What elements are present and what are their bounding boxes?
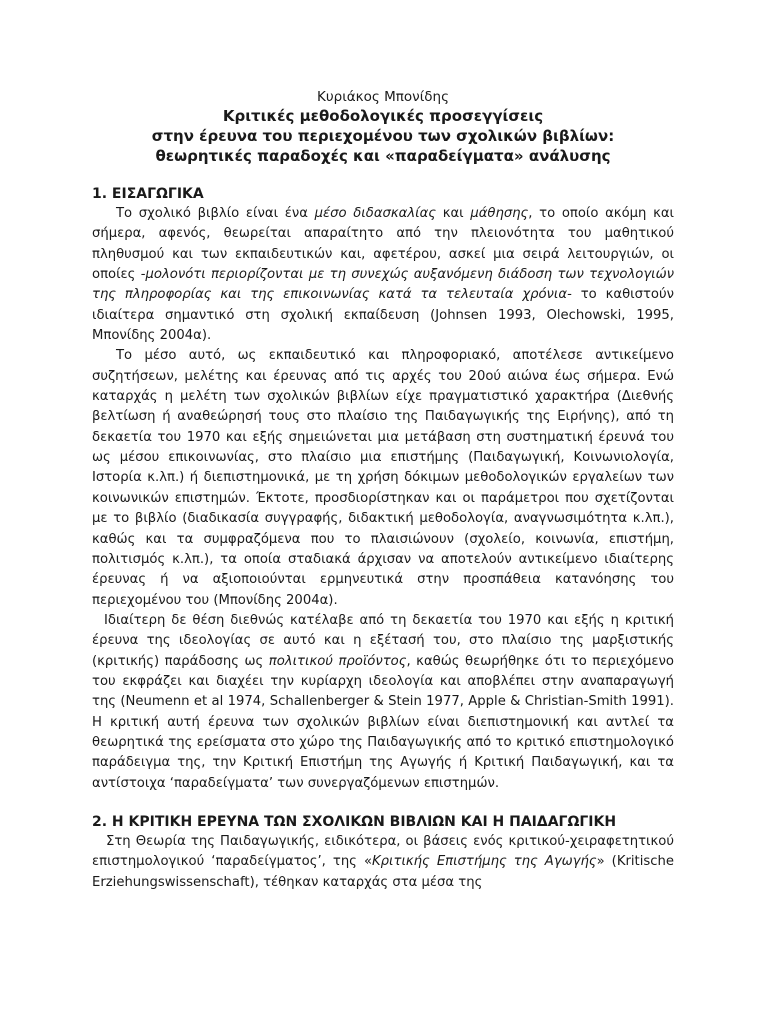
text-run: Το σχολικό βιβλίο είναι ένα [116,206,315,221]
section-1-heading: 1. ΕΙΣΑΓΩΓΙΚΑ [92,186,204,202]
text-run: » (Kritische Erziehungswissenschaft), τέθηκαν καταρχάς στα μέσα της [92,854,674,890]
title-line-2: στην έρευνα του περιεχομένου των σχολικών βιβλίων: [151,127,615,145]
text-run: - το καθιστούν ιδιαίτερα σημαντικό στη σχολική εκπαίδευση (Johnsen 1993, Olechowski, 1995, Μπονίδης 2004α). [92,287,674,344]
title-line-3: θεωρητικές παραδοχές και «παραδείγματα» ανάλυσης [155,147,611,165]
text-run: και [436,206,471,221]
italic-run: πολιτικού προϊόντος [268,653,407,669]
italic-run: Κριτικής Επιστήμης της Αγωγής [372,854,597,870]
document-title [92,106,674,166]
italic-run: μέσο διδασκαλίας [314,206,437,221]
document-body [92,88,674,893]
section-1-paragraph-1 [92,204,674,346]
text-run: Στη Θεωρία της Παιδαγωγικής, ειδικότερα, οι βάσεις ενός κριτικού-χειραφετητικού επιστημολογικού ‘παραδείγματος’, της « [92,833,674,870]
author-name: Κυριάκος Μπονίδης [316,89,449,105]
section-2-heading: 2. Η ΚΡΙΤΙΚΗ ΕΡΕΥΝΑ ΤΩΝ ΣΧΟΛΙΚΩΝ ΒΙΒΛΙΩΝ ΚΑΙ Η ΠΑΙΔΑΓΩΓΙΚΗ [92,813,617,830]
italic-run: μάθησης [470,206,529,221]
text-run: , το οποίο ακόμη και σήμερα, αφενός, θεωρείται απαραίτητο από την πλειονότητα του μαθητικού πληθυσμού και των εκπαιδευτικών και, αφετέρου, ασκεί μια σειρά λειτουργιών, οι οποίες - [92,206,674,283]
text-run: Ιδιαίτερη δε θέση διεθνώς κατέλαβε από τη δεκαετία του 1970 και εξής η κριτική έρευνα της ιδεολογίας σε αυτό και η εξέτασή του, στο πλαίσιο της μαρξιστικής (κριτικής) παράδοσης ως [92,612,674,669]
title-line-1: Κριτικές μεθοδολογικές προσεγγίσεις [222,107,544,125]
italic-run: μολονότι περιορίζονται με τη συνεχώς αυξανόμενη διάδοση των τεχνολογιών της πληροφορίας και της επικοινωνίας κατά τα τελευταία χρόνια [92,267,674,303]
section-2-paragraph-1 [92,832,674,893]
section-1-paragraph-2: Το μέσο αυτό, ως εκπαιδευτικό και πληροφοριακό, αποτέλεσε αντικείμενο συζητήσεων, μελέτης και έρευνας από τις αρχές του 20ού αιώνα έως σήμερα. Ενώ καταρχάς η μελέτη των σχολικών βιβλίων είχε πραγματιστικό χαρακτήρα (Διεθνής βελτίωση ή αναθεώρησή τους στο πλαίσιο της Παιδαγωγικής της Ειρήνης), από τη δεκαετία του 1970 και εξής σημειώνεται μια μετάβαση στη συστηματική έρευνά του ως μέσου επικοινωνίας, στο πλαίσιο μια επιστήμης (Παιδαγωγική, Κοινωνιολογία, Ιστορία κ.λπ.) ή διεπιστημονικά, με τη χρήση δόκιμων μεθοδολογικών εργαλείων των κοινωνικών επιστημών. Έκτοτε, προσδιορίστηκαν και οι παράμετροι που σχετίζονται με το βιβλίο (διαδικασία συγγραφής, διδακτική μεθοδολογία, αναγνωσιμότητα κ.λπ.), καθώς και τα συμφραζόμενα που το πλαισιώνουν (σχολείο, κοινωνία, επιστήμη, πολιτισμός κ.λπ.), τα οποία σταδιακά άρχισαν να αποτελούν αντικείμενο ιδιαίτερης έρευνας ή να αξιοποιούνται ερμηνευτικά στην προσπάθεια κατανόησης του περιεχομένου του (Μπονίδης 2004α). [92,348,674,608]
section-1-paragraph-3 [92,611,674,794]
text-run: , καθώς θεωρήθηκε ότι το περιεχόμενο του εκφράζει και διαχέει την κυρίαρχη ιδεολογία και αποβλέπει στην αναπαραγωγή της (Neumenn et al 1974, Schallenberger & Stein 1977, Apple & Christian-Smith 1991). Η κριτική αυτή έρευνα των σχολικών βιβλίων είναι διεπιστημονική και αντλεί τα θεωρητικά της ερείσματα στο χώρο της Παιδαγωγικής από το κριτικό επιστημολογικό παράδειγμα της, την Κριτική Επιστήμη της Αγωγής ή Κριτική Παιδαγωγική, και τα αντίστοιχα ‘παραδείγματα’ των συνεργαζόμενων επιστημών. [92,653,674,791]
